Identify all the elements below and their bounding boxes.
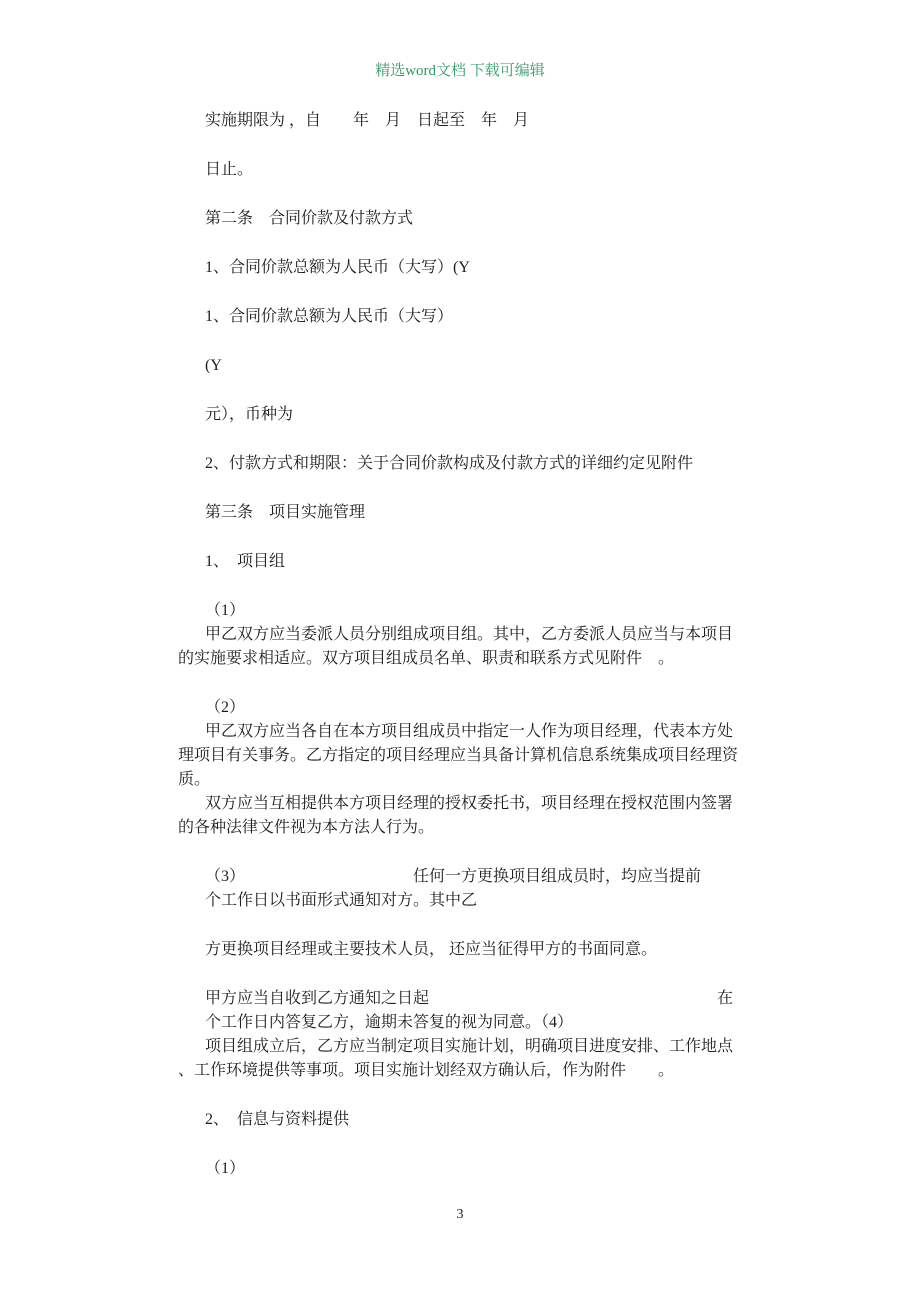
paragraph-line: 个工作日内答复乙方，逾期未答复的视为同意。（4） [205,1014,574,1031]
paragraph-line: 理项目有关事务。乙方指定的项目经理应当具备计算机信息系统集成项目经理资 [178,747,739,764]
paragraph-line: 实施期限为 ，自 年 月 日起至 年 月 [205,112,530,129]
paragraph-line: (Y [205,357,222,374]
paragraph-line: 1、合同价款总额为人民币（大写）(Y [205,259,470,276]
paragraph-line: （2） [205,699,246,716]
paragraph-line: 甲乙双方应当各自在本方项目组成员中指定一人作为项目经理，代表本方处 [205,723,734,740]
paragraph-line: 双方应当互相提供本方项目经理的授权委托书，项目经理在授权范围内签署 [205,795,734,812]
paragraph-line: （1） [205,602,246,619]
paragraph-line: 方更换项目经理或主要技术人员， 还应当征得甲方的书面同意。 [205,941,658,958]
paragraph-line: 项目组成立后，乙方应当制定项目实施计划，明确项目进度安排、工作地点 [205,1038,734,1055]
paragraph-line: （1） [205,1160,246,1177]
paragraph-line: 甲乙双方应当委派人员分别组成项目组。其中，乙方委派人员应当与本项目 [205,626,734,643]
paragraph-line: （3） 任何一方更换项目组成员时，均应当提前 [205,868,702,885]
paragraph-line: 、工作环境提供等事项。项目实施计划经双方确认后，作为附件 。 [178,1062,675,1079]
paragraph-line: 2、付款方式和期限：关于合同价款构成及付款方式的详细约定见附件 [205,455,694,472]
page-number: 3 [456,1207,464,1222]
paragraph-line: 1、 项目组 [205,553,286,570]
paragraph-line: 2、 信息与资料提供 [205,1111,350,1128]
paragraph-line: 的实施要求相适应。双方项目组成员名单、职责和联系方式见附件 。 [178,650,675,667]
document-body [178,110,778,1179]
paragraph-line: 元），币种为 [205,406,294,423]
paragraph-line: 质。 [178,771,211,788]
header-watermark: 精选word文档 下载可编辑 [375,63,545,79]
paragraph-line: 1、合同价款总额为人民币（大写） [205,308,454,325]
paragraph-line: 第二条 合同价款及付款方式 [205,210,414,227]
paragraph-line: 甲方应当自收到乙方通知之日起 在 [205,990,734,1007]
paragraph-line: 的各种法律文件视为本方法人行为。 [178,819,435,836]
paragraph-line: 日止。 [205,161,254,178]
paragraph-line: 第三条 项目实施管理 [205,504,366,521]
paragraph-line: 个工作日以书面形式通知对方。其中乙 [205,892,478,909]
